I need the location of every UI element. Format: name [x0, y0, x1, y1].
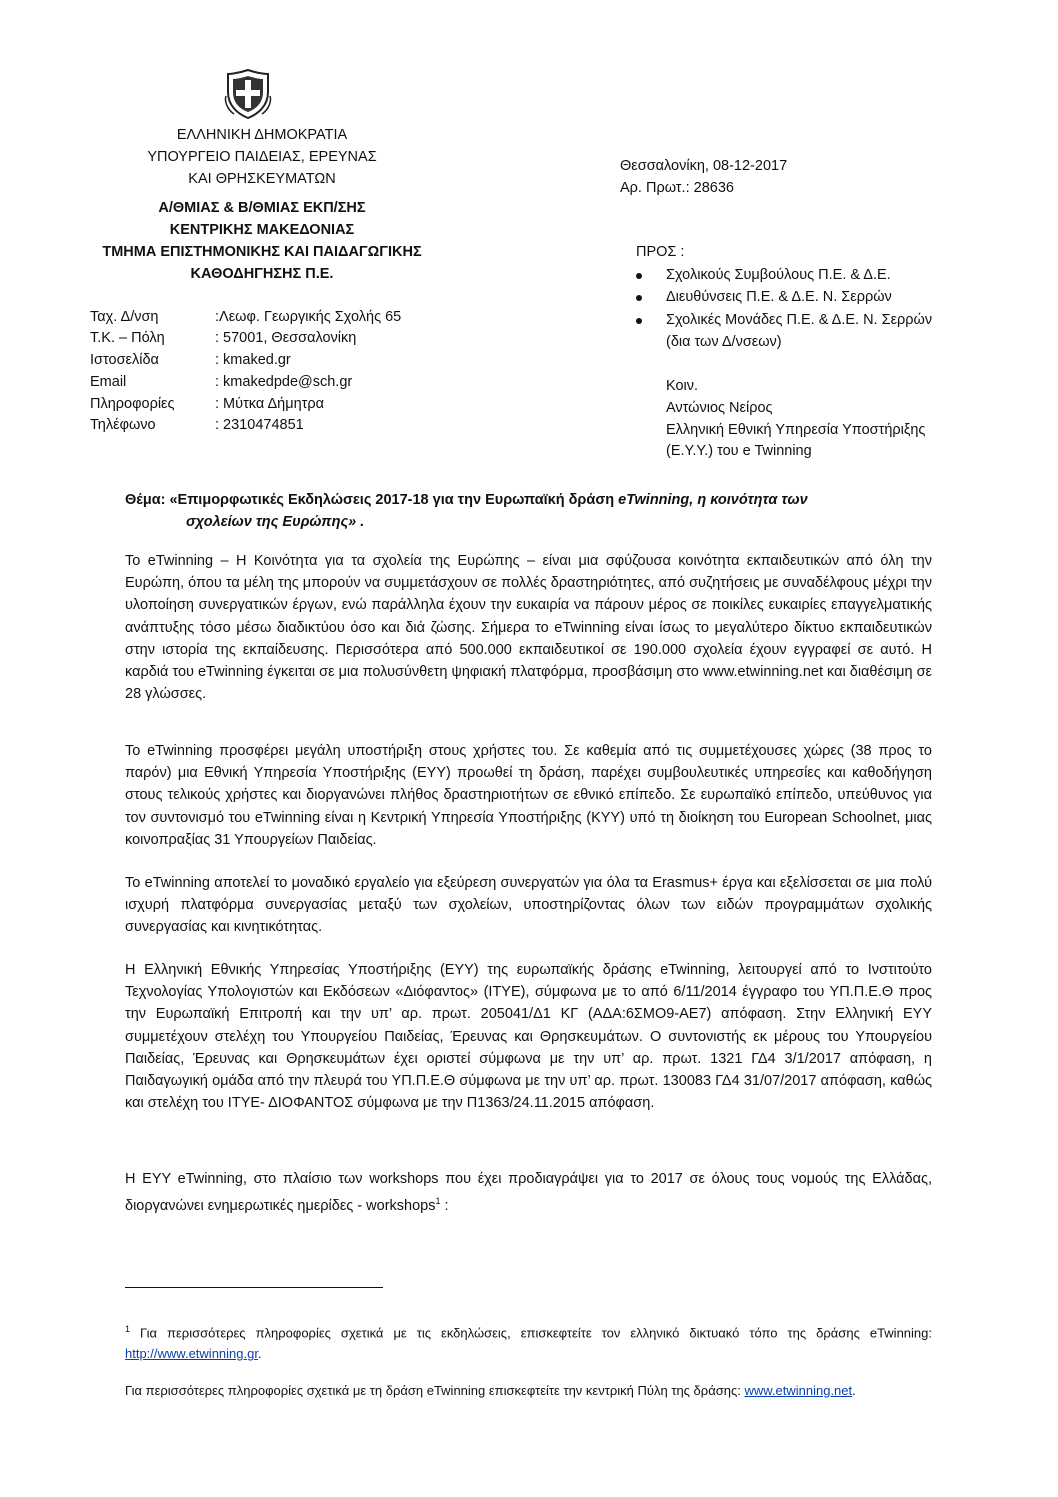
header-ministry-cont: ΚΑΙ ΘΡΗΣΚΕΥΜΑΤΩΝ [188, 171, 336, 187]
contact-value: : kmaked.gr [215, 352, 291, 368]
body-paragraph-1: Το eTwinning – Η Κοινότητα για τα σχολεία της Ευρώπης – είναι μια σφύζουσα κοινότητα εκπαιδευτικών από όλη την Ευρώπη, όπου τα μέλη της μπορούν να συμμετάσχουν σε πολλές δραστηριότητες, από συζητήσεις με συναδέλφους μέχρι την υλοποίηση συνεργατικών έργων, ενώ παράλληλα έχουν την ευκαιρία να πάρουν μέρος σε ποικίλες ευκαιρίες επαγγελματικής ανάπτυξης τόσο μέσω διαδικτύου όσο και διά ζώσης. Σήμερα το eTwinning είναι ίσως το μεγαλύτερο δίκτυο εκπαιδευτικών στην ιστορία της εκπαίδευσης. Περισσότερα από 500.000 εκπαιδευτικοί σε 190.000 σχολεία έχουν εγγραφεί σε αυτό. Η καρδιά του eTwinning έγκειται σε μια πολυσύνθετη ψηφιακή πλατφόρμα, προσβάσιμη στο www.etwinning.net και διαθέσιμη σε 28 γλώσσες. [125, 553, 932, 703]
subject-italic: eTwinning, η κοινότητα των [618, 492, 808, 508]
header-country: ΕΛΛΗΝΙΚΗ ΔΗΜΟΚΡΑΤΙΑ [176, 127, 348, 143]
header-directorate: Α/ΘΜΙΑΣ & Β/ΘΜΙΑΣ ΕΚΠ/ΣΗΣ [158, 200, 366, 216]
cc-name: Αντώνιος Νείρος [666, 400, 773, 416]
contact-label: Τηλέφωνο [90, 417, 156, 433]
body-paragraph-3: Το eTwinning αποτελεί το μοναδικό εργαλείο για εξεύρεση συνεργατών για όλα τα Erasmus+ έργα και εξελίσσεται σε μια πολύ ισχυρή πλατφόρμα συνεργασίας μεταξύ των σχολείων, υποστηρίζοντας όλων των ειδών προγραμμάτων σχολικής συνεργασίας και κινητικότητας. [125, 875, 932, 936]
contact-value: : kmakedpde@sch.gr [215, 374, 353, 390]
cc-label: Κοιν. [666, 378, 699, 394]
protocol-number: Αρ. Πρωτ.: 28636 [620, 180, 734, 196]
body-paragraph-2: Το eTwinning προσφέρει μεγάλη υποστήριξη στους χρήστες του. Σε καθεμία από τις συμμετέχουσες χώρες (38 προς το παρόν) μια Εθνική Υπηρεσία Υποστήριξης (ΕΥΥ) προωθεί τη δράση, παρέχει συμβουλευτικές υπηρεσίες και καθοδήγηση στους τελικούς χρήστες και διοργανώνει πλήθος δραστηριοτήτων σε εθνικό επίπεδο. Σε ευρωπαϊκό επίπεδο, υπεύθυνος για τον συντονισμό του eTwinning είναι η Κεντρική Υπηρεσία Υποστήριξης (ΚΥΥ) υπό τη διοίκηση του European Schoolnet, μιας κοινοπραξίας 31 Υπουργείων Παιδείας. [125, 743, 932, 848]
contact-value: : 2310474851 [215, 417, 304, 433]
subject-prefix: Θέμα: «Επιμορφωτικές Εκδηλώσεις 2017-18 για την Ευρωπαϊκή δράση [125, 492, 619, 508]
subject-line [125, 489, 945, 511]
contact-value: : 57001, Θεσσαλονίκη [215, 330, 357, 346]
footnote-2: Για περισσότερες πληροφορίες σχετικά με τη δράση eTwinning επισκεφτείτε την κεντρική Πύλη της δράσης: www.etwinning.net. [125, 1383, 856, 1398]
bullet-icon [636, 295, 642, 301]
header-department-cont: ΚΑΘΟΔΗΓΗΣΗΣ Π.Ε. [190, 266, 334, 282]
body-paragraph-4: Η Ελληνική Εθνικής Υπηρεσίας Υποστήριξης (ΕΥΥ) της ευρωπαϊκής δράσης eTwinning, λειτουργεί από το Ινστιτούτο Τεχνολογίας Υπολογιστών και Εκδόσεων «Διόφαντος» (ΙΤΥΕ), σύμφωνα με το από 6/11/2014 έγγραφο του ΥΠ.Π.Ε.Θ προς την Ευρωπαϊκή Επιτροπή και την υπ’ αρ. πρωτ. 205041/Δ1 ΚΓ (ΑΔΑ:6ΣΜΟ9-ΑΕ7) απόφαση. Στην Ελληνική ΕΥΥ συμμετέχουν στελέχη του Υπουργείου Παιδείας, Έρευνας και Θρησκευμάτων. Ο συντονιστής εκ μέρους του Υπουργείου Παιδείας, Έρευνας και Θρησκευμάτων έχει οριστεί σύμφωνα με την υπ’ αρ. πρωτ. 1321 ΓΔ4 3/1/2017 απόφαση, η Παιδαγωγική ομάδα από την πλευρά του ΥΠ.Π.Ε.Θ σύμφωνα με την υπ’ αρ. πρωτ. 130083 ΓΔ4 31/07/2017 απόφαση, καθώς και στελέχη του ΙΤΥΕ- ΔΙΟΦΑΝΤΟΣ σύμφωνα με την Π1363/24.11.2015 απόφαση. [125, 962, 932, 1112]
document-date: Θεσσαλονίκη, 08-12-2017 [620, 158, 788, 174]
contact-label: Τ.Κ. – Πόλη [90, 330, 165, 346]
contact-label: Ιστοσελίδα [90, 352, 159, 368]
contact-value: : Μύτκα Δήμητρα [215, 396, 325, 412]
contact-value: :Λεωφ. Γεωργικής Σχολής 65 [215, 309, 402, 325]
contact-label: Πληροφορίες [90, 396, 175, 412]
header-ministry: ΥΠΟΥΡΓΕΙΟ ΠΑΙΔΕΙΑΣ, ΕΡΕΥΝΑΣ [147, 149, 377, 165]
header-region: ΚΕΝΤΡΙΚΗΣ ΜΑΚΕΔΟΝΙΑΣ [169, 222, 355, 238]
cc-organization: Ελληνική Εθνική Υπηρεσία Υποστήριξης [666, 422, 926, 438]
cc-organization-cont: (Ε.Υ.Υ.) του e Twinning [666, 443, 812, 459]
footnote-reference[interactable]: 1 [435, 1196, 441, 1207]
etwinning-net-link[interactable]: www.etwinning.net [744, 1383, 853, 1398]
footnote-1: $^1$ Για περισσότερες πληροφορίες σχετικά με τις εκδηλώσεις, επισκεφτείτε τον ελληνικό δικτυακό τόπο της δράσης eTwinning: http://www.etwinning.gr. [125, 1324, 932, 1362]
bullet-icon [636, 273, 642, 279]
body-paragraph-5: Η ΕΥΥ eTwinning, στο πλαίσιο των workshops που έχει προδιαγράψει για το 2017 σε όλους τους νομούς της Ελλάδας, διοργανώνει ενημερωτικές ημερίδες - workshops$^1$ : [125, 1171, 932, 1215]
footnote-mark: 1 [125, 1324, 131, 1334]
header-department: ΤΜΗΜΑ ΕΠΙΣΤΗΜΟΝΙΚΗΣ ΚΑΙ ΠΑΙΔΑΓΩΓΙΚΗΣ [102, 244, 422, 260]
etwinning-gr-link[interactable]: http://www.etwinning.gr [125, 1346, 258, 1362]
contact-label: Email [90, 374, 127, 390]
subject-line-2: σχολείων της Ευρώπης» . [186, 514, 365, 530]
greek-coat-of-arms-emblem [222, 66, 274, 122]
contact-label: Ταχ. Δ/νση [90, 309, 159, 325]
footnote-separator [125, 1287, 383, 1288]
bullet-icon [636, 318, 642, 324]
recipients-label: ΠΡΟΣ : [636, 244, 685, 260]
recipient-item-cont: (δια των Δ/νσεων) [666, 334, 782, 350]
